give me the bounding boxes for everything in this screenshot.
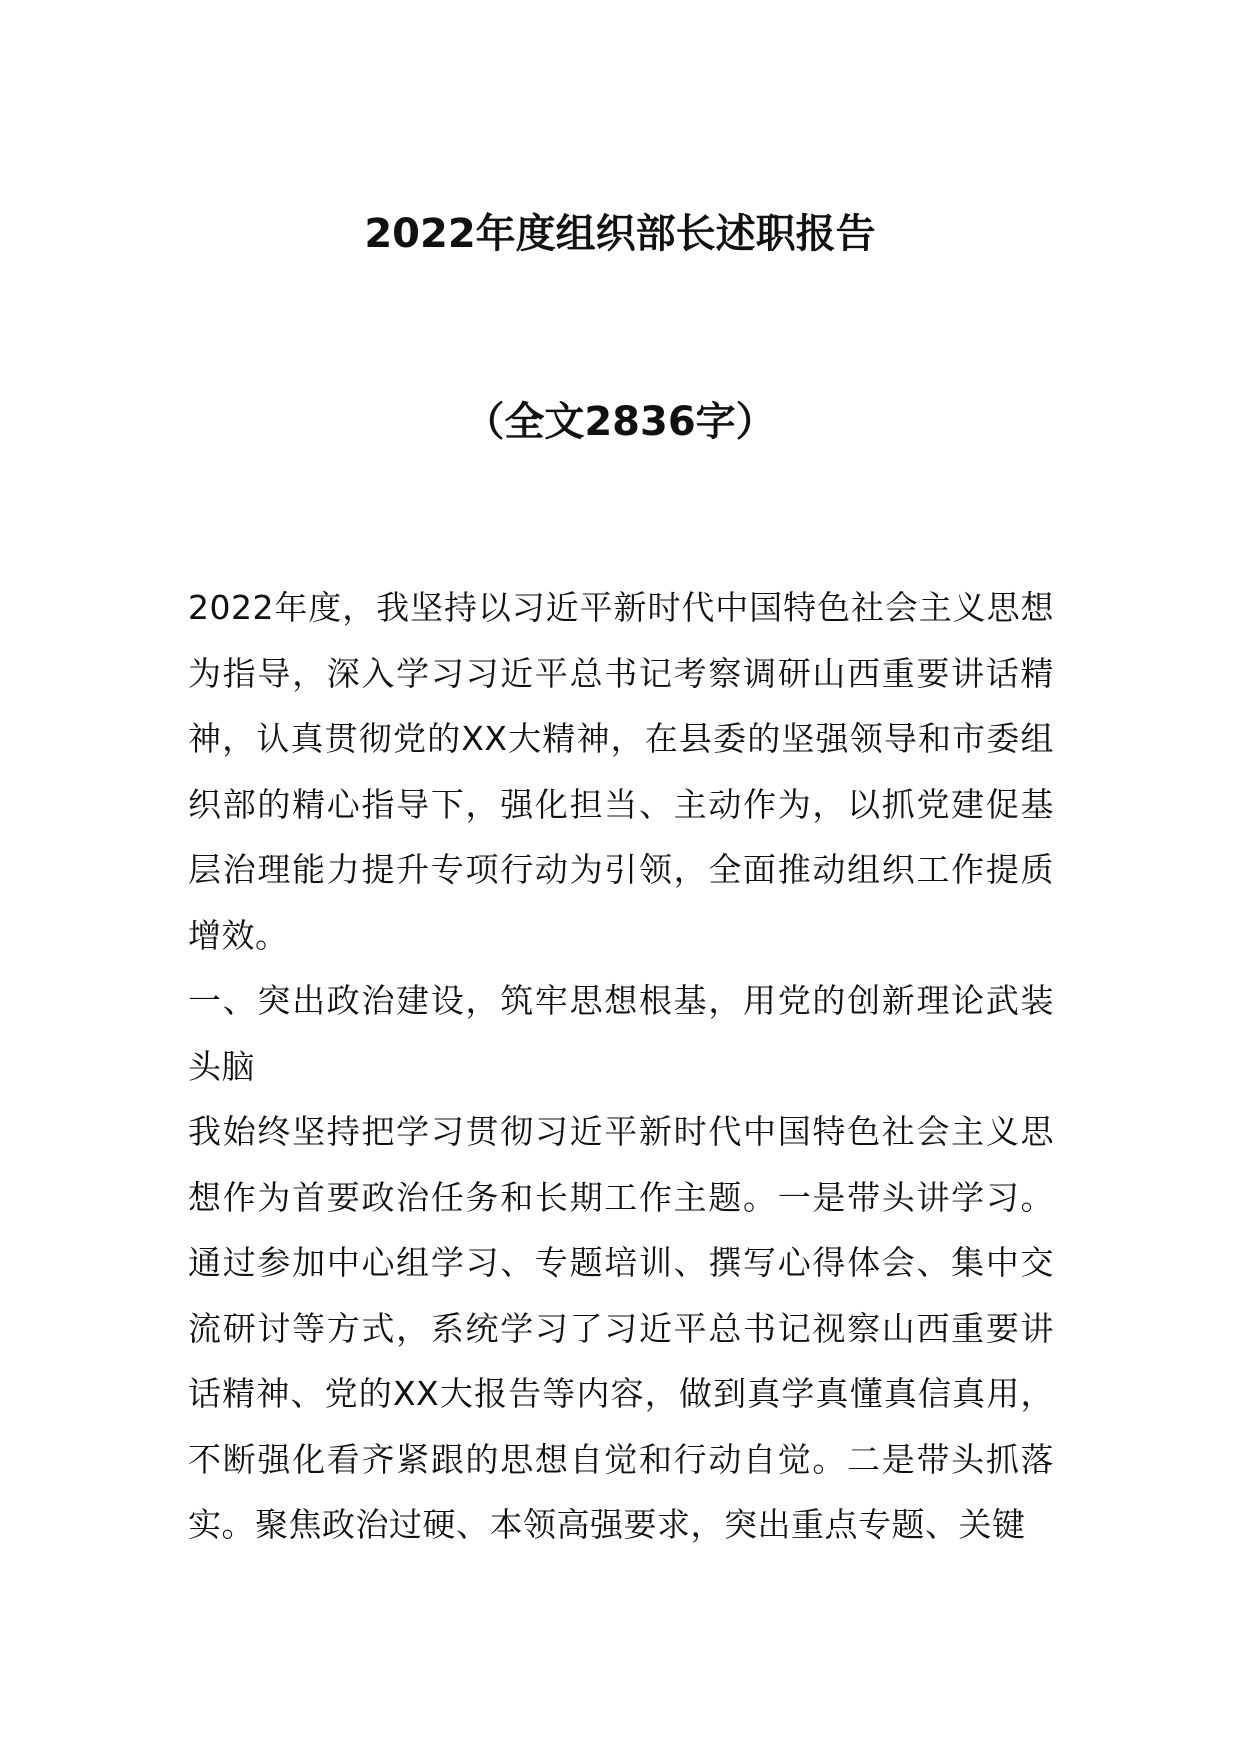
document-body <box>188 575 1054 1558</box>
section-heading-1: 一、突出政治建设，筑牢思想根基，用党的创新理论武装头脑 <box>188 981 1054 1086</box>
paragraph-intro: 2022年度，我坚持以习近平新时代中国特色社会主义思想为指导，深入学习习近平总书记考察调研山西重要讲话精神，认真贯彻党的XX大精神，在县委的坚强领导和市委组织部的精心指导下，强化担当、主动作为，以抓党建促基层治理能力提升专项行动为引领，全面推动组织工作提质增效。 <box>188 588 1054 955</box>
document-subtitle: （全文2836字） <box>464 399 776 445</box>
paragraph-section-1: 我始终坚持把学习贯彻习近平新时代中国特色社会主义思想作为首要政治任务和长期工作主题。一是带头讲学习。通过参加中心组学习、专题培训、撰写心得体会、集中交流研讨等方式，系统学习了习近平总书记视察山西重要讲话精神、党的XX大报告等内容，做到真学真懂真信真用，不断强化看齐紧跟的思想自觉和行动自觉。二是带头抓落实。聚焦政治过硬、本领高强要求，突出重点专题、关键 <box>188 1112 1054 1544</box>
document-title: 2022年度组织部长述职报告 <box>364 211 876 257</box>
